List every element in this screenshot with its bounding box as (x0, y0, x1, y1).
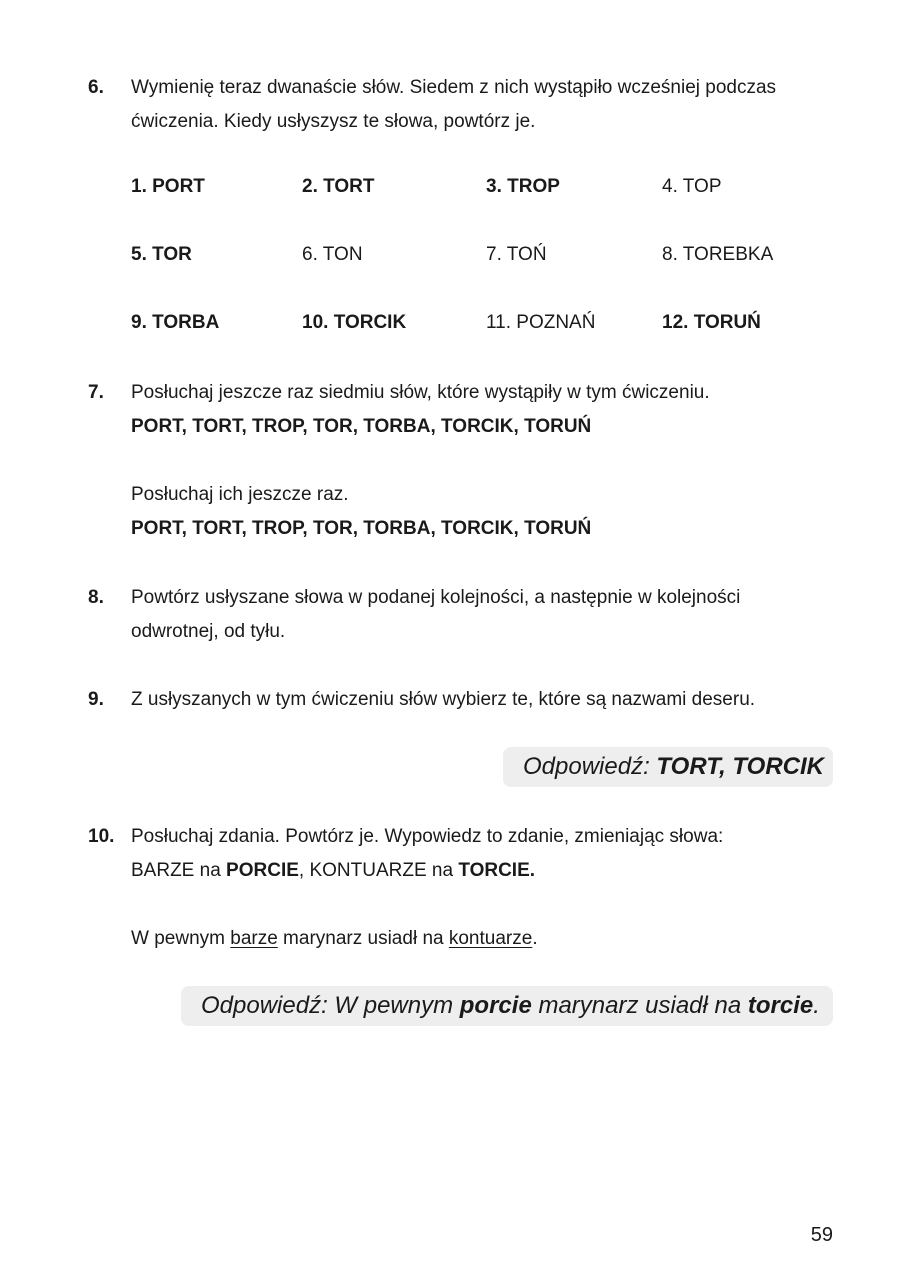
instruction-line: Posłuchaj ich jeszcze raz. (131, 484, 349, 505)
word-item: 5. TOR (131, 244, 192, 265)
instruction-line: Posłuchaj jeszcze raz siedmiu słów, które wystąpiły w tym ćwiczeniu. (131, 382, 710, 403)
instruction-line: Wymienię teraz dwanaście słów. Siedem z nich wystąpiło wcześniej podczas (131, 77, 777, 98)
exercise-number: 8. (88, 587, 104, 608)
instruction-line: Z usłyszanych w tym ćwiczeniu słów wybierz te, które są nazwami deseru. (131, 689, 756, 710)
instruction-line: odwrotnej, od tyłu. (131, 621, 286, 642)
answer-value: TORT, TORCIK (656, 753, 824, 780)
underlined-word: barze (230, 928, 278, 949)
exercise-number: 9. (88, 689, 104, 710)
word-item: 10. TORCIK (302, 312, 407, 333)
replacement-word: PORCIE (226, 860, 299, 881)
word-list: PORT, TORT, TROP, TOR, TORBA, TORCIK, TORUŃ (131, 518, 592, 539)
instruction-line: ćwiczenia. Kiedy usłyszysz te słowa, powtórz je. (131, 111, 536, 132)
exercise-number: 7. (88, 382, 104, 403)
exercise-8 (88, 581, 832, 649)
word-item: 7. TOŃ (486, 244, 547, 265)
word-item: 4. TOP (662, 176, 722, 197)
word-item: 1. PORT (131, 176, 205, 197)
exercise-7 (88, 376, 832, 546)
instruction-line: Posłuchaj zdania. Powtórz je. Wypowiedz to zdanie, zmieniając słowa: (131, 826, 724, 847)
word-item: 6. TON (302, 244, 363, 265)
exercise-number: 6. (88, 77, 104, 98)
answer-word: porcie (459, 992, 532, 1019)
answer-word: torcie (747, 992, 814, 1019)
instruction-line: Powtórz usłyszane słowa w podanej kolejności, a następnie w kolejności (131, 587, 741, 608)
word-row (131, 306, 811, 340)
word-item: 9. TORBA (131, 312, 220, 333)
replacement-word: TORCIE. (458, 860, 536, 881)
answer-box (503, 747, 833, 787)
instruction-line: BARZE na PORCIE, KONTUARZE na TORCIE. (131, 860, 536, 881)
word-item: 12. TORUŃ (662, 312, 761, 333)
example-sentence: W pewnym barze marynarz usiadł na kontuarze. (131, 928, 538, 949)
word-item: 2. TORT (302, 176, 375, 197)
word-list: PORT, TORT, TROP, TOR, TORBA, TORCIK, TORUŃ (131, 416, 592, 437)
exercise-number: 10. (88, 826, 115, 847)
answer-box: Odpowiedź: W pewnym porcie marynarz usiadł na torcie. (181, 986, 833, 1026)
word-grid (131, 170, 811, 374)
page-number: 59 (810, 1224, 833, 1246)
exercise-6 (88, 71, 832, 139)
word-row (131, 238, 811, 272)
word-item: 8. TOREBKA (662, 244, 774, 265)
answer-label: Odpowiedź: (523, 753, 650, 780)
exercise-10 (88, 820, 832, 956)
underlined-word: kontuarze (448, 928, 533, 949)
word-item: 11. POZNAŃ (486, 312, 596, 333)
exercise-9 (88, 683, 832, 717)
word-row (131, 170, 811, 204)
word-item: 3. TROP (486, 176, 560, 197)
